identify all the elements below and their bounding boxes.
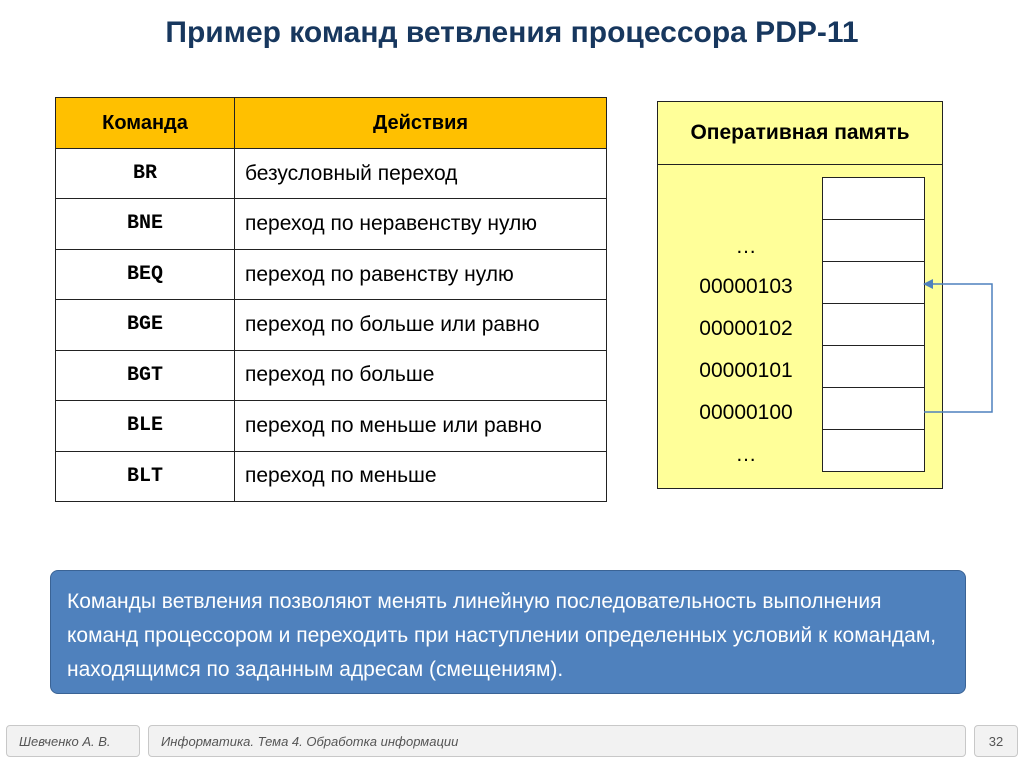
command-code: BLT xyxy=(56,451,235,501)
memory-cell xyxy=(823,178,924,220)
ram-diagram xyxy=(657,101,943,489)
ram-title: Оперативная память xyxy=(658,102,942,165)
table-row xyxy=(56,350,607,400)
command-action: переход по равенству нулю xyxy=(235,249,607,299)
ram-address-ellipsis-top: … xyxy=(735,235,757,258)
command-code: BEQ xyxy=(56,249,235,299)
header-actions: Действия xyxy=(235,98,607,149)
command-code: BNE xyxy=(56,199,235,249)
jump-arrow-icon xyxy=(920,270,1000,420)
page-number: 32 xyxy=(974,725,1018,757)
table-row xyxy=(56,401,607,451)
memory-cell xyxy=(823,430,924,471)
table-header-row xyxy=(56,98,607,149)
memory-cell xyxy=(823,262,924,304)
memory-cell xyxy=(823,304,924,346)
ram-address-100: 00000100 xyxy=(699,401,793,424)
command-code: BR xyxy=(56,149,235,199)
memory-cells xyxy=(822,177,925,472)
command-action: переход по больше xyxy=(235,350,607,400)
footer-author: Шевченко А. В. xyxy=(6,725,140,757)
table-row xyxy=(56,149,607,199)
command-action: переход по меньше или равно xyxy=(235,401,607,451)
command-action: переход по больше или равно xyxy=(235,300,607,350)
header-command: Команда xyxy=(56,98,235,149)
table-row xyxy=(56,300,607,350)
slide-title: Пример команд ветвления процессора PDP-11 xyxy=(165,16,859,49)
memory-cell xyxy=(823,220,924,262)
command-code: BLE xyxy=(56,401,235,451)
ram-address-101: 00000101 xyxy=(699,359,793,382)
ram-address-102: 00000102 xyxy=(699,317,793,340)
memory-cell xyxy=(823,388,924,430)
command-action: переход по меньше xyxy=(235,451,607,501)
command-code: BGT xyxy=(56,350,235,400)
ram-address-103: 00000103 xyxy=(699,275,793,298)
memory-cell xyxy=(823,346,924,388)
table-row xyxy=(56,199,607,249)
command-action: безусловный переход xyxy=(235,149,607,199)
table-row xyxy=(56,451,607,501)
command-code: BGE xyxy=(56,300,235,350)
info-callout: Команды ветвления позволяют менять линейную последовательность выполнения команд процессором и переходить при наступлении определенных условий к командам, находящимся по заданным адресам (смещениям). xyxy=(50,570,966,694)
ram-address-ellipsis-bottom: … xyxy=(735,443,757,466)
footer-course: Информатика. Тема 4. Обработка информации xyxy=(148,725,966,757)
command-action: переход по неравенству нулю xyxy=(235,199,607,249)
branch-commands-table xyxy=(55,97,607,502)
table-row xyxy=(56,249,607,299)
